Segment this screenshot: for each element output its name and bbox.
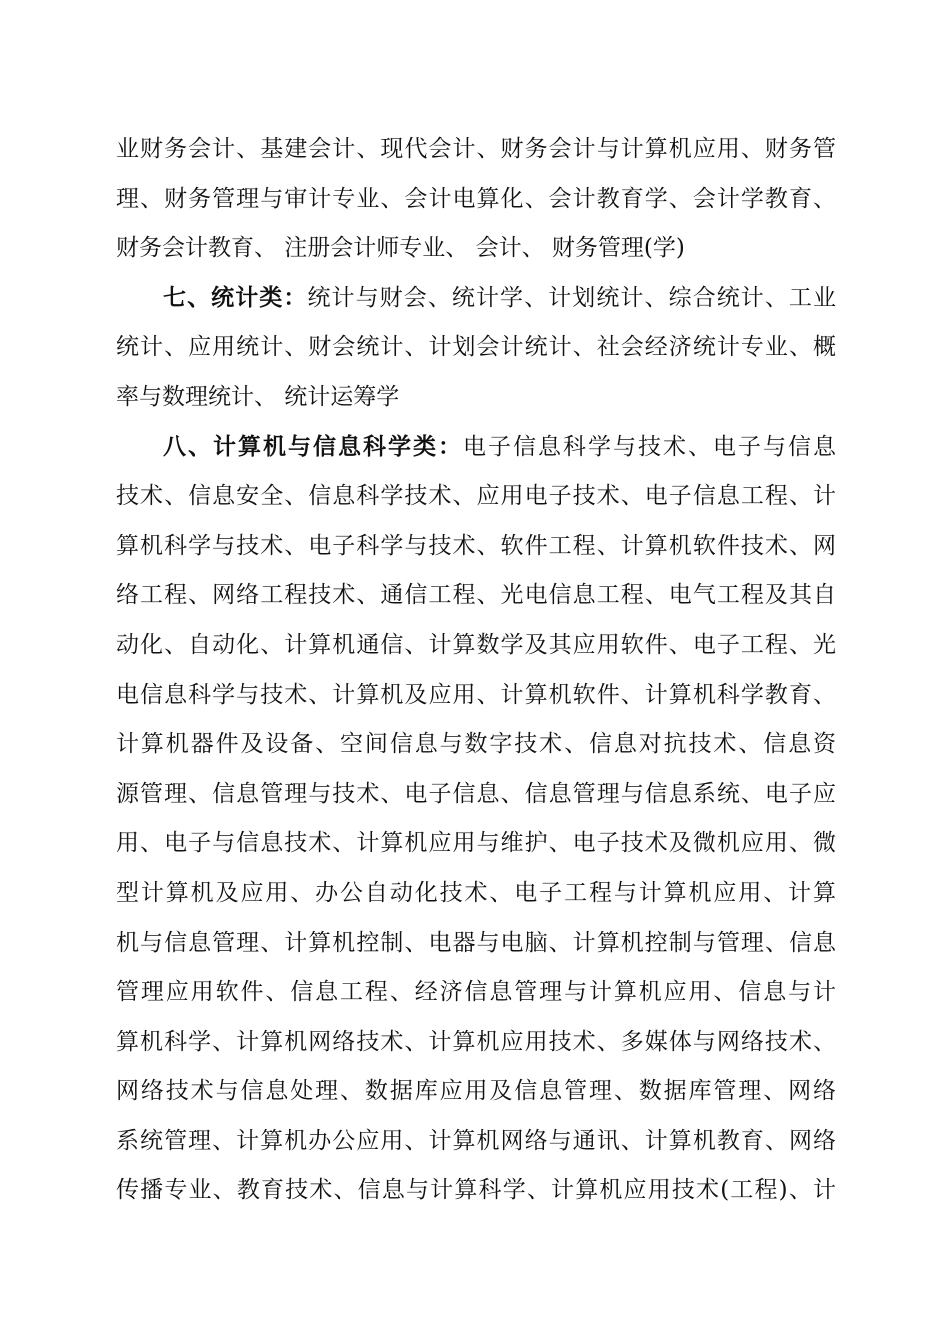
text-line: 系统管理、计算机办公应用、计算机网络与通讯、计算机教育、网络 <box>116 1127 836 1154</box>
text-run: 统计与财会、统计学、计划统计、综合统计、工业 <box>307 284 837 311</box>
text-line: 财务会计教育、 注册会计师专业、 会计、 财务管理(学) <box>116 235 685 262</box>
text-line: 率与数理统计、 统计运筹学 <box>116 383 400 410</box>
text-line: 算机科学与技术、电子科学与技术、软件工程、计算机软件技术、网 <box>116 532 836 559</box>
section-heading-statistics: 七、统计类： <box>163 284 308 311</box>
section-heading-computer-information: 八、计算机与信息科学类： <box>163 433 463 460</box>
document-body <box>116 125 836 1216</box>
text-line: 传播专业、教育技术、信息与计算科学、计算机应用技术(工程)、计 <box>116 1177 836 1204</box>
text-line: 算机科学、计算机网络技术、计算机应用技术、多媒体与网络技术、 <box>116 1028 836 1055</box>
text-line: 网络技术与信息处理、数据库应用及信息管理、数据库管理、网络 <box>116 1078 836 1105</box>
text-line <box>116 423 836 473</box>
text-line: 理、财务管理与审计专业、会计电算化、会计教育学、会计学教育、 <box>116 185 836 212</box>
paragraph-computer-information-science <box>116 423 836 1217</box>
text-line: 动化、自动化、计算机通信、计算数学及其应用软件、电子工程、光 <box>116 631 836 658</box>
text-line: 电信息科学与技术、计算机及应用、计算机软件、计算机科学教育、 <box>116 681 836 708</box>
text-line: 技术、信息安全、信息科学技术、应用电子技术、电子信息工程、计 <box>116 483 836 510</box>
paragraph-accounting-continued <box>116 125 836 274</box>
text-line: 统计、应用统计、财会统计、计划会计统计、社会经济统计专业、概 <box>116 334 836 361</box>
text-line: 用、电子与信息技术、计算机应用与维护、电子技术及微机应用、微 <box>116 830 836 857</box>
text-line: 管理应用软件、信息工程、经济信息管理与计算机应用、信息与计 <box>116 979 836 1006</box>
text-line: 计算机器件及设备、空间信息与数字技术、信息对抗技术、信息资 <box>116 731 836 758</box>
paragraph-statistics <box>116 274 836 423</box>
text-line: 源管理、信息管理与技术、电子信息、信息管理与信息系统、电子应 <box>116 780 836 807</box>
text-line: 业财务会计、基建会计、现代会计、财务会计与计算机应用、财务管 <box>116 136 836 162</box>
text-line: 型计算机及应用、办公自动化技术、电子工程与计算机应用、计算 <box>116 879 836 906</box>
text-line: 机与信息管理、计算机控制、电器与电脑、计算机控制与管理、信息 <box>116 929 836 956</box>
text-line: 络工程、网络工程技术、通信工程、光电信息工程、电气工程及其自 <box>116 582 836 609</box>
text-run: 电子信息科学与技术、电子与信息 <box>463 433 836 460</box>
text-line <box>116 274 836 324</box>
